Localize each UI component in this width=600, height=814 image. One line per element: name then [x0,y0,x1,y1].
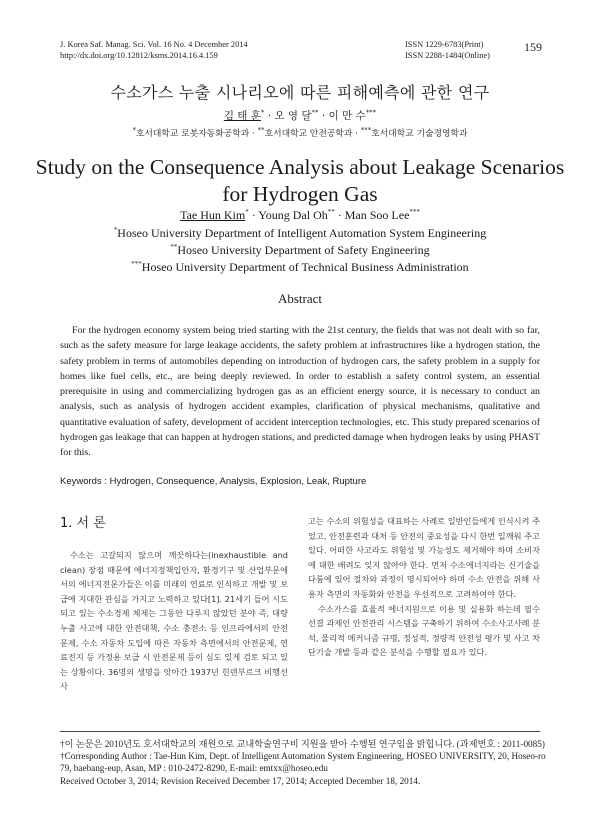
korean-affil-2: 호서대학교 안전공학과 [264,129,353,139]
journal-header [60,39,248,61]
english-author-3: Man Soo Lee [344,208,410,222]
abstract-body: For the hydrogen economy system being tried starting with the 21st century, the fields that was not dealt with so far, such as the safety measure for large leakage accidents, the safety problem at infrastructures like a hydrogen station, the safety problem in terms of automobiles depending on introduction of hydrogen cars, the safety problem in a supply for homes like fuel cells, etc., are being deeply reviewed. In order to establish a safety control system, an essential prerequisite in using and commercializing hydrogen gas as an efficient energy source, it is necessary to conduct an analysis, such as analysis of hydrogen accident examples, clarification of physical mechanisms, qualitative and quantitative evaluation of safety, development of accident interception technologies, etc. This study prepared scenarios of hydrogen gas leakage that can happen at hydrogen stations, and predicted damage when hydrogen leaks by using PHAST for this. [60,325,540,459]
korean-author-2: 오 영 달 [274,110,312,122]
english-author-2: Young Dal Oh [258,208,328,222]
author-mark: * [245,208,249,216]
english-affil-2-line [30,243,570,258]
footnote-divider [60,731,540,732]
doi-link[interactable]: http://dx.doi.org/10.12812/ksms.2014.16.4.159 [60,51,218,60]
journal-citation: J. Korea Saf. Manag. Sci. Vol. 16 No. 4 December 2014 [60,40,248,49]
page-number: 159 [524,40,542,54]
english-authors: Tae Hun Kim* · Young Dal Oh** · Man Soo Lee*** [180,208,420,222]
intro-right-column [308,514,540,660]
korean-author-1: 김 태 훈 [223,110,261,122]
affil-mark: * [132,126,136,135]
korean-authors: 김 태 훈* · 오 영 달** · 이 만 수*** [223,108,377,122]
korean-affiliations: *호서대학교 로봇자동화공학과 · **호서대학교 안전공학과 · ***호서대학교 기술경영학과 [132,126,468,139]
korean-affil-1: 호서대학교 로봇자동화공학과 [135,129,250,139]
english-author-1: Tae Hun Kim [180,208,246,222]
section-heading: 1. 서 론 [60,516,106,531]
corresponding-author-note: †Corresponding Author : Tae-Hun Kim, Dept. of Intelligent Automation System Engineering, HOSEO UNIVERSITY, 20, Hoseo-ro 79, baebang-eup, Asan, MP : 010-2472-8290, E-mail: emtxx@hoseo.edu [60,751,546,774]
affil-mark: ** [257,126,265,135]
intro-right-paragraph-2: 수소가스를 효율적 에너지원으로 이용 및 실용화 하는데 필수 선결 과제인 안전관리 시스템을 구축하기 위하여 수소사고사례 분석, 물리적 메커니즘 규명, 정성적, 정량적 안전성 평가 및 사고 차단기술 개발 등과 같은 분석을 수행할 필요가 있다. [308,603,540,658]
english-affil-1: Hoseo University Department of Intelligent Automation System Engineering [117,226,487,240]
affil-mark: ** [170,243,178,251]
author-mark: ** [311,108,319,117]
author-mark: * [260,108,265,117]
author-mark: *** [365,108,377,117]
footnotes [60,738,550,787]
keywords-label: Keywords [60,476,102,487]
issn-print: ISSN 1229-6783(Print) [405,40,484,49]
english-affil-3-line [30,260,570,275]
intro-left-column: 수소는 고갈되지 않으며 깨끗하다는(inexhaustible and clean) 장점 때문에 에너지정책입안자, 환경기구 및 산업부문에서의 에너지전문가들은 이를 미래의 연료로 인식하고 개발 및 보급에 지대한 관심을 가지고 노력하고 있다[1]. 21세기 들어 시도되고 있는 수소경제 체제는 그동안 다루지 않았던 분야 즉, 대량 누출 사고에 대한 안전대책, 수소 충전소 등 인프라에서의 안전문제, 수소 자동차 도입에 따른 자동차 측면에서의 안전문제, 연료전지 등 가정용 보급 시 안전문제 등이 심도 있게 검토 되고 있는 상황이다. 36명의 생명을 앗아간 1937년 힌덴부르크 비행선 사 [60,550,288,692]
english-affil-3: Hoseo University Department of Technical Business Administration [141,260,469,274]
keywords-list: : Hydrogen, Consequence, Analysis, Explosion, Leak, Rupture [104,476,367,487]
intro-right-paragraph-1: 고는 수소의 위험성을 대표하는 사례로 일반인들에게 인식시켜 주었고, 안전훈련과 대처 등 안전의 중요성을 다시 한번 일깨워 주고 있다. 어떠한 사고라도 위험성 및 가능성도 제거해야 하며 소비자에 대한 배려도 잊지 않아야 한다. 먼저 수소에너지라는 신기술을 다룸에 있어 절차와 과정이 명시되어야 하며 수소 안전을 위해 사용자 측면의 자동화와 안전을 우선적으로 고려하여야 한다. [308,516,540,599]
author-mark: *** [409,208,420,216]
affil-mark: *** [360,126,372,135]
affil-mark: * [113,226,118,234]
affil-mark: *** [131,260,142,268]
author-mark: ** [327,208,335,216]
korean-author-3: 이 만 수 [328,110,366,122]
issn-online: ISSN 2288-1484(Online) [405,51,490,60]
issn-block [405,39,490,61]
english-affil-2: Hoseo University Department of Safety Engineering [177,243,430,257]
english-affil-1-line [30,226,570,241]
abstract-heading: Abstract [277,291,323,306]
funding-note: †이 논문은 2010년도 호서대학교의 재원으로 교내학술연구비 지원을 받아 수행된 연구임을 밝힙니다. (과제번호 : 2011-0085) [60,739,545,749]
korean-affil-3: 호서대학교 기술경영학과 [371,129,468,139]
received-dates: Received October 3, 2014; Revision Received December 17, 2014; Accepted December 18, 2014. [60,775,421,786]
english-title: Study on the Consequence Analysis about Leakage Scenarios for Hydrogen Gas [35,155,565,206]
keywords-line [60,476,540,487]
korean-title: 수소가스 누출 시나리오에 따른 피해예측에 관한 연구 [110,83,490,102]
